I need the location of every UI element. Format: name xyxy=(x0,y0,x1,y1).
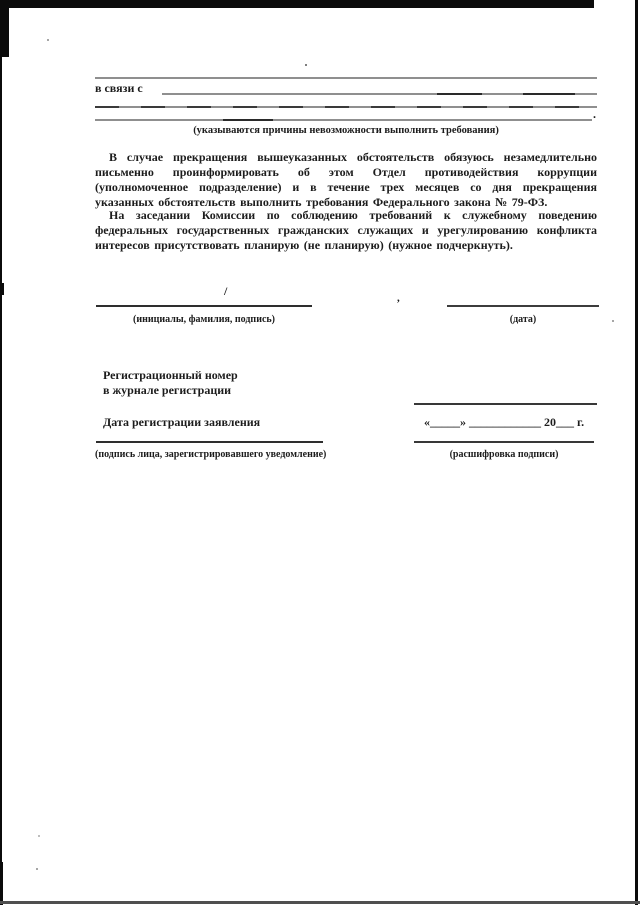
scan-border-left-thick xyxy=(0,0,9,57)
reason-label: в связи с xyxy=(95,81,143,95)
paragraph-obligation: В случае прекращения вышеуказанных обстоятельств обязуюсь незамедлительно письменно проинформировать об этом Отдел противодействия коррупции (уполномоченное подразделение) и в течение трех месяцев со дня прекращения указанных обстоятельств выполнить требования Федерального закона № 79-ФЗ. xyxy=(95,150,597,209)
reason-caption: (указываются причины невозможности выполнить требования) xyxy=(193,125,499,136)
scan-border-bottom xyxy=(0,901,640,904)
reg-date-blank: «_____» ____________ 20___ г. xyxy=(424,415,585,429)
scan-line-artifact xyxy=(437,93,482,95)
scan-border-left-bottom xyxy=(0,862,3,905)
scan-border-left-blob xyxy=(0,283,4,295)
paragraph-commission: На заседании Комиссии по соблюдению требований к служебному поведению федеральных государственных гражданских служащих и урегулированию конфликта интересов присутствовать планирую (не планирую) (нужное подчеркнуть). xyxy=(95,208,597,252)
signature-line xyxy=(96,305,312,307)
signature-transcript-line xyxy=(414,441,594,443)
scan-border-left xyxy=(0,57,2,905)
scan-speck xyxy=(47,39,49,41)
scan-line-artifact xyxy=(523,93,575,95)
scan-speck xyxy=(36,868,38,870)
reg-number-line xyxy=(414,403,597,405)
registrar-signature-line xyxy=(96,441,323,443)
registrar-signature-caption: (подпись лица, зарегистрировавшего уведомление) xyxy=(95,449,327,460)
scan-border-top xyxy=(0,0,594,8)
signature-caption: (инициалы, фамилия, подпись) xyxy=(132,314,276,325)
reg-number-label-line2: в журнале регистрации xyxy=(103,383,232,397)
blank-line xyxy=(95,119,592,121)
separator-mark: , xyxy=(397,292,400,304)
blank-line xyxy=(95,77,597,79)
scan-border-right xyxy=(635,0,638,905)
scan-speck xyxy=(305,64,307,66)
scan-speck xyxy=(612,320,614,322)
reg-number-label-line1: Регистрационный номер xyxy=(103,368,238,382)
signature-slash: / xyxy=(224,284,228,298)
scan-line-artifact xyxy=(223,119,273,121)
signature-transcript-caption: (расшифровка подписи) xyxy=(449,449,559,460)
blank-line xyxy=(95,106,597,108)
date-caption: (дата) xyxy=(509,314,537,325)
reg-date-label: Дата регистрации заявления xyxy=(103,415,261,429)
trailing-period: . xyxy=(593,107,596,121)
date-line xyxy=(447,305,599,307)
scan-speck xyxy=(38,835,40,837)
